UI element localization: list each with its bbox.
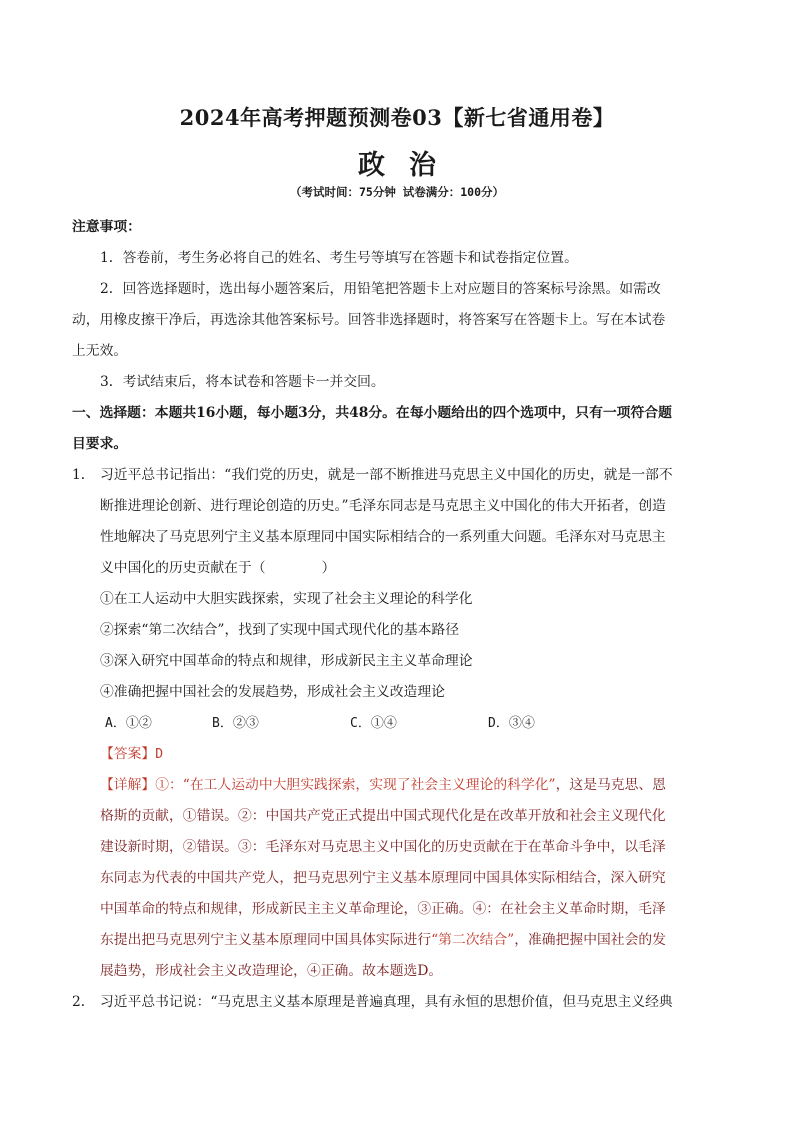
option-b: B．②③	[212, 716, 259, 731]
section-heading: 一、选择题：本题共16小题，每小题3分，共48分。在每小题给出的四个选项中，只有一项符合题目要求。	[72, 405, 672, 452]
question-1-text: 习近平总书记指出：“我们党的历史，就是一部不断推进马克思主义中国化的历史，就是一部不断推进理论创新、进行理论创造的历史。”毛泽东同志是马克思主义中国化的伟大开拓者，创造性地解决了马克思列宁主义基本原理同中国实际相结合的一系列重大问题。毛泽东对马克思主义中国化的历史贡献在于（	[100, 467, 673, 576]
notice-item-2: 2．回答选择题时，选出每小题答案后，用铅笔把答题卡上对应题目的答案标号涂黑。如需改动，用橡皮擦干净后，再选涂其他答案标号。回答非选择题时，将答案写在答题卡上。写在本试卷上无效。	[72, 281, 666, 359]
option-c: C．①④	[350, 716, 397, 731]
option-a: A．①②	[105, 716, 152, 731]
exam-info: （考试时间：75分钟 试卷满分：100分）	[289, 185, 505, 199]
analysis-tail: ，准确把握中国社会的发展趋势，形成社会主义改造理论，④正确。故本题选D。	[100, 932, 666, 979]
answer-tag: 【答案】	[100, 746, 156, 762]
notice-item-3: 3．考试结束后，将本试卷和答题卡一并交回。	[100, 374, 385, 390]
document-body	[72, 212, 676, 1018]
analysis-tag: 【详解】	[100, 777, 156, 793]
statement-2: ②探索“第二次结合”，找到了实现中国式现代化的基本路径	[100, 622, 460, 638]
analysis-paragraph	[72, 770, 676, 987]
statement-1: ①在工人运动中大胆实践探索，实现了社会主义理论的科学化	[100, 591, 473, 607]
answer-value: D	[155, 747, 164, 762]
question-1-stem	[72, 460, 676, 584]
notice-heading: 注意事项：	[72, 219, 141, 235]
notice-item-1: 1．答卷前，考生务必将自己的姓名、考生号等填写在答题卡和试卷指定位置。	[100, 250, 578, 266]
question-2-stem	[72, 987, 676, 1018]
exam-title: 2024年高考押题预测卷03【新七省通用卷】	[179, 105, 615, 130]
analysis-quote-2: “第二次结合”	[431, 932, 515, 948]
analysis-quote: ①：“在工人运动中大胆实践探索，实现了社会主义理论的科学化”	[155, 777, 556, 793]
statement-4: ④准确把握中国社会的发展趋势，形成社会主义改造理论	[100, 684, 445, 700]
subject-title: 政治	[358, 150, 460, 181]
analysis-body: ，这是马克思、恩格斯的贡献，①错误。②：中国共产党正式提出中国式现代化是在改革开放和社会主义现代化建设新时期，②错误。③：毛泽东对马克思主义中国化的历史贡献在于在革命斗争中，以毛泽东同志为代表的中国共产党人，把马克思列宁主义基本原理同中国具体实际相结合，深入研究中国革命的特点和规律，形成新民主主义革命理论，③正确。④：在社会主义革命时期，毛泽东提出把马克思列宁主义基本原理同中国具体实际进行	[100, 777, 666, 948]
statement-3: ③深入研究中国革命的特点和规律，形成新民主主义革命理论	[100, 653, 473, 669]
answer-line	[72, 739, 676, 770]
question-1-number: 1．	[72, 467, 95, 483]
question-1-close: ）	[321, 560, 336, 576]
question-1-options	[72, 708, 676, 739]
option-d: D．③④	[488, 716, 535, 731]
question-2-text: 习近平总书记说：“马克思主义基本原理是普遍真理，具有永恒的思想价值，但马克思主义经典	[100, 994, 673, 1010]
question-2-number: 2．	[72, 994, 95, 1010]
